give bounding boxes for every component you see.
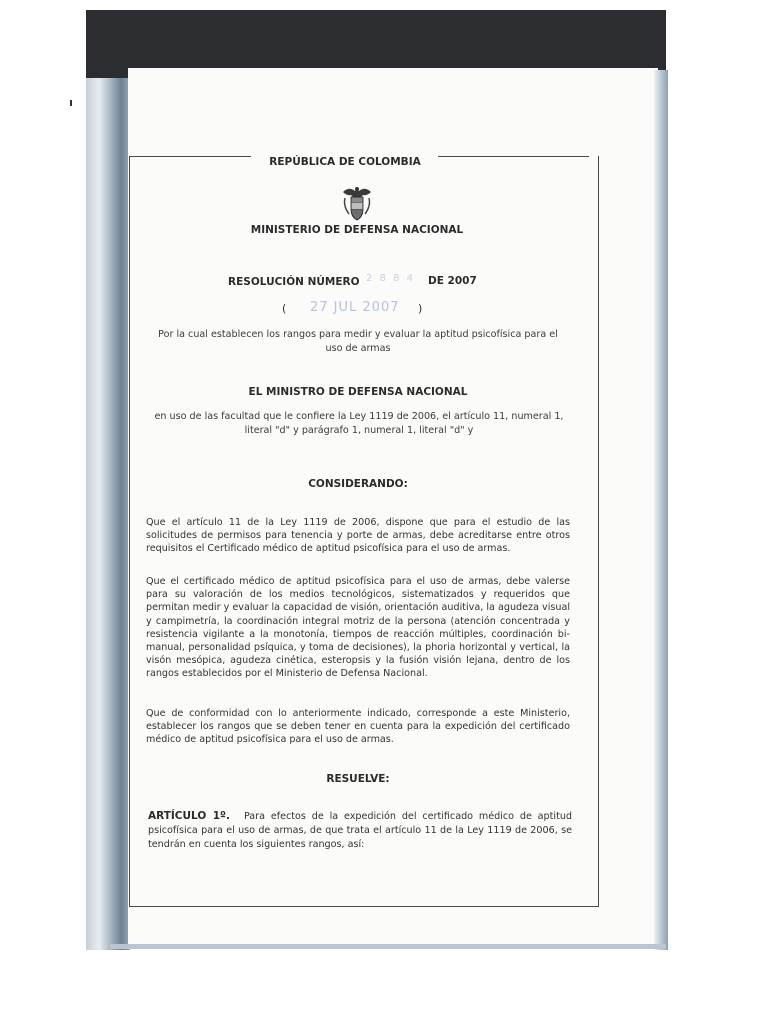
article-1 [148, 809, 572, 852]
border-top-right [438, 156, 589, 157]
considerando-paragraph: Que el artículo 11 de la Ley 1119 de 2006, dispone que para el estudio de las solicitudes de permisos para tenencia y porte de armas, debe acreditarse entre otros requisitos el Certificado médico de aptitud psicofísica para el uso de armas. [146, 517, 570, 555]
resolution-subject: Por la cual establecen los rangos para medir y evaluar la aptitud psicofísica para el uso de armas [158, 329, 558, 354]
book-spine-edge [86, 78, 130, 950]
republic-title: REPÚBLICA DE COLOMBIA [269, 156, 421, 168]
resuelve-heading: RESUELVE: [326, 773, 390, 785]
page-right-edge [654, 70, 668, 950]
resolution-date-stamp: 27 JUL 2007 [310, 300, 400, 315]
resolution-year: DE 2007 [428, 275, 477, 287]
article-1-label: ARTÍCULO 1º. [148, 810, 230, 822]
border-top-left [129, 156, 251, 157]
date-paren-open: ( [282, 302, 287, 315]
resolution-label: RESOLUCIÓN NÚMERO [228, 276, 360, 288]
considerando-paragraph: Que el certificado médico de aptitud psicofísica para el uso de armas, debe valerse para su valoración de los medios tecnológicos, sistematizados y requeridos que permitan medir y evaluar la capacidad de visión, orientación auditiva, la agudeza visual y campimetría, la coordinación integral motriz de la persona (atención concentrada y resistencia vigilante a la monotonía, tiempos de reacción múltiples, coordinación bi-manual, personalidad psíquica, y toma de decisiones), la phoria horizontal y vertical, la visón mesópica, agudeza cinética, esteropsis y la fusión visión lejana, dentro de los rangos establecidos por el Ministerio de Defensa Nacional. [146, 576, 570, 680]
faculty-statement: en uso de las facultad que le confiere la Ley 1119 de 2006, el artículo 11, numeral 1, literal "d" y parágrafo 1, numeral 1, literal "d" y [154, 411, 564, 436]
ministry-title: MINISTERIO DE DEFENSA NACIONAL [250, 224, 464, 236]
coat-of-arms-icon [337, 184, 377, 222]
page-bottom-edge [110, 944, 666, 949]
minister-heading: EL MINISTRO DE DEFENSA NACIONAL [248, 386, 468, 398]
considerando-heading: CONSIDERANDO: [308, 478, 408, 490]
resolution-number-stamp: 2 8 8 4 [366, 273, 415, 284]
scan-speck [70, 100, 72, 106]
considerando-paragraph: Que de conformidad con lo anteriormente indicado, corresponde a este Ministerio, establecer los rangos que se deben tener en cuenta para la expedición del certificado médico de aptitud psicofísica para el uso de armas. [146, 708, 570, 746]
date-paren-close: ) [418, 302, 423, 315]
article-1-text: Para efectos de la expedición del certificado médico de aptitud psicofísica para el uso de armas, de que trata el artículo 11 de la Ley 1119 de 2006, se tendrán en cuenta los siguientes rangos, así: [148, 811, 573, 850]
